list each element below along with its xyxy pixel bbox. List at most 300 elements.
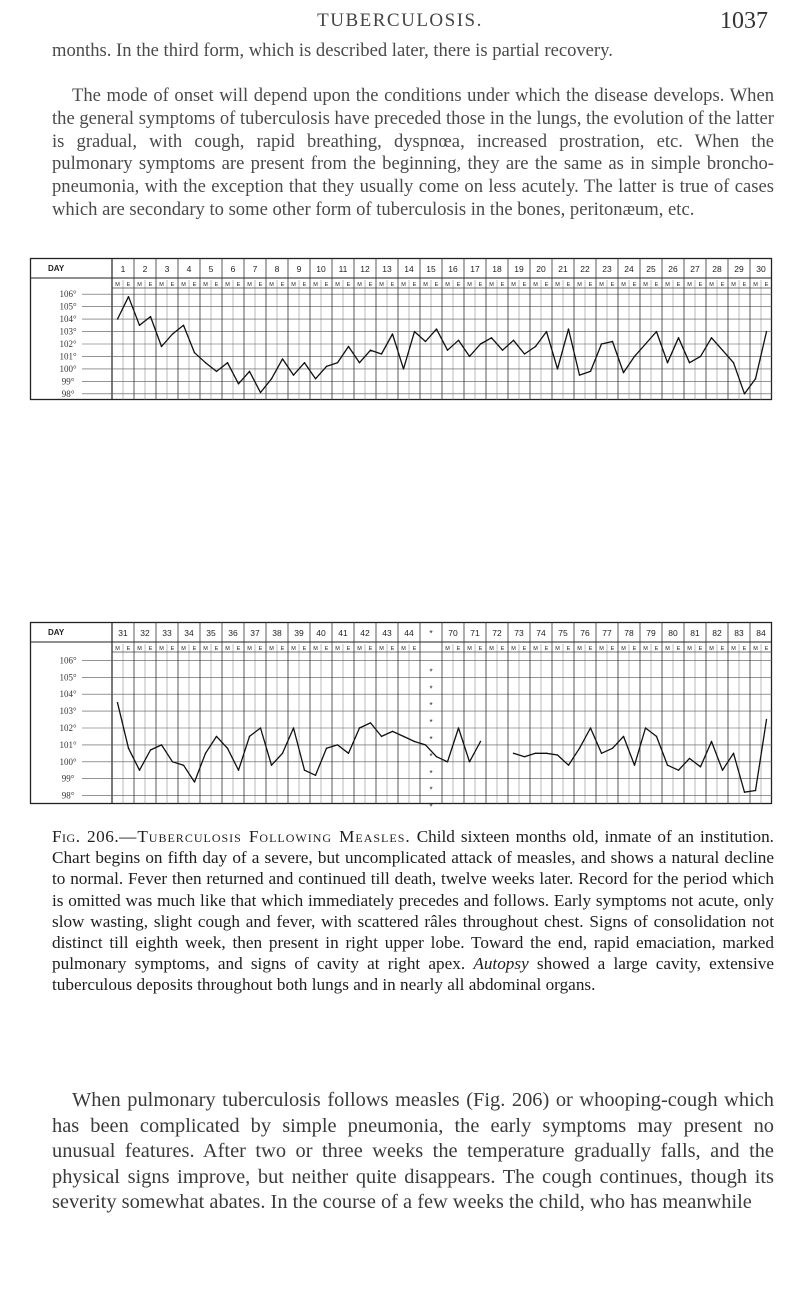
me-subcolumn-label: M xyxy=(577,282,582,288)
y-tick-label: 105° xyxy=(59,672,77,683)
temperature-point xyxy=(293,727,294,728)
day-label: 38 xyxy=(272,628,282,638)
day-label: 17 xyxy=(470,264,480,274)
y-tick-label: 104° xyxy=(59,314,77,325)
me-subcolumn-label: E xyxy=(698,646,703,652)
chart-svg-1 xyxy=(30,258,772,400)
me-subcolumn-label: E xyxy=(610,282,615,288)
me-subcolumn-label: M xyxy=(687,646,692,652)
me-subcolumn-label: M xyxy=(247,646,252,652)
temperature-point xyxy=(568,764,569,765)
me-subcolumn-label: M xyxy=(137,646,142,652)
me-subcolumn-label: E xyxy=(390,646,395,652)
me-subcolumn-label: M xyxy=(731,646,736,652)
me-subcolumn-label: M xyxy=(313,282,318,288)
me-subcolumn-label: E xyxy=(478,646,483,652)
me-subcolumn-label: E xyxy=(126,282,131,288)
temperature-point xyxy=(480,343,481,344)
day-label: 6 xyxy=(230,264,236,274)
me-subcolumn-label: E xyxy=(676,646,681,652)
temperature-point xyxy=(469,761,470,762)
temperature-point xyxy=(216,736,217,737)
me-subcolumn-label: E xyxy=(456,646,461,652)
me-subcolumn-label: E xyxy=(214,646,219,652)
me-subcolumn-label: M xyxy=(665,646,670,652)
me-subcolumn-label: E xyxy=(764,646,769,652)
temperature-point xyxy=(700,766,701,767)
temperature-point xyxy=(315,378,316,379)
temperature-point xyxy=(458,340,459,341)
temperature-point xyxy=(612,341,613,342)
me-subcolumn-label: M xyxy=(555,646,560,652)
me-subcolumn-label: M xyxy=(445,646,450,652)
day-label: 14 xyxy=(404,264,414,274)
me-subcolumn-label: M xyxy=(643,646,648,652)
me-subcolumn-label: M xyxy=(181,282,186,288)
me-subcolumn-label: M xyxy=(753,646,758,652)
temperature-point xyxy=(249,736,250,737)
temperature-point xyxy=(513,340,514,341)
temperature-point xyxy=(194,352,195,353)
intro-paragraph-1: months. In the third form, which is described later, there is partial recovery. xyxy=(52,40,613,61)
temperature-point xyxy=(238,770,239,771)
me-subcolumn-label: M xyxy=(621,282,626,288)
temperature-point xyxy=(744,393,745,394)
me-subcolumn-label: E xyxy=(588,282,593,288)
day-label: 10 xyxy=(316,264,326,274)
day-label: 23 xyxy=(602,264,612,274)
temperature-point xyxy=(425,744,426,745)
break-marker: * xyxy=(429,718,433,728)
day-label: 11 xyxy=(338,264,348,274)
me-subcolumn-label: M xyxy=(269,646,274,652)
temperature-point xyxy=(381,353,382,354)
me-subcolumn-label: E xyxy=(280,282,285,288)
y-tick-label: 98° xyxy=(61,388,75,399)
me-subcolumn-label: M xyxy=(445,282,450,288)
me-subcolumn-label: M xyxy=(533,646,538,652)
me-subcolumn-label: M xyxy=(665,282,670,288)
me-subcolumn-label: E xyxy=(742,282,747,288)
me-subcolumn-label: E xyxy=(126,646,131,652)
temperature-point xyxy=(733,753,734,754)
temperature-point xyxy=(436,756,437,757)
me-subcolumn-label: E xyxy=(720,282,725,288)
temperature-point xyxy=(205,753,206,754)
day-label: 29 xyxy=(734,264,744,274)
day-label: 37 xyxy=(250,628,260,638)
temperature-point xyxy=(359,727,360,728)
y-tick-label: 103° xyxy=(59,706,77,717)
temperature-point xyxy=(150,316,151,317)
me-subcolumn-label: E xyxy=(258,646,263,652)
me-subcolumn-label: M xyxy=(511,646,516,652)
me-subcolumn-label: E xyxy=(544,282,549,288)
temperature-point xyxy=(128,748,129,749)
me-subcolumn-label: E xyxy=(324,646,329,652)
temperature-point xyxy=(392,333,393,334)
me-subcolumn-label: M xyxy=(467,646,472,652)
temperature-point xyxy=(568,328,569,329)
day-label: 2 xyxy=(142,264,148,274)
me-subcolumn-label: M xyxy=(599,282,604,288)
me-subcolumn-label: M xyxy=(247,282,252,288)
me-subcolumn-label: E xyxy=(654,646,659,652)
me-subcolumn-label: M xyxy=(753,282,758,288)
me-subcolumn-label: E xyxy=(588,646,593,652)
me-subcolumn-label: E xyxy=(412,282,417,288)
day-label: 71 xyxy=(470,628,480,638)
temperature-point xyxy=(282,753,283,754)
temperature-point xyxy=(315,775,316,776)
day-label: 77 xyxy=(602,628,612,638)
y-tick-label: 105° xyxy=(59,301,77,312)
break-marker: * xyxy=(429,701,433,711)
me-subcolumn-label: M xyxy=(709,646,714,652)
temperature-chart-days-1-30 xyxy=(30,258,772,400)
temperature-point xyxy=(689,758,690,759)
temperature-point xyxy=(337,362,338,363)
temperature-point xyxy=(128,296,129,297)
me-subcolumn-label: M xyxy=(269,282,274,288)
me-subcolumn-label: M xyxy=(555,282,560,288)
y-tick-label: 98° xyxy=(61,790,75,801)
temperature-point xyxy=(326,748,327,749)
me-subcolumn-label: E xyxy=(566,282,571,288)
day-row-label: DAY xyxy=(48,264,65,273)
temperature-point xyxy=(293,374,294,375)
me-subcolumn-label: M xyxy=(533,282,538,288)
figure-caption xyxy=(52,826,774,996)
temperature-point xyxy=(227,748,228,749)
temperature-point xyxy=(161,346,162,347)
day-label: 40 xyxy=(316,628,326,638)
me-subcolumn-label: M xyxy=(159,646,164,652)
temperature-point xyxy=(249,371,250,372)
break-marker: * xyxy=(429,785,433,795)
temperature-point xyxy=(436,328,437,329)
me-subcolumn-label: E xyxy=(170,282,175,288)
temperature-point xyxy=(590,371,591,372)
figure-label: Fig. 206. xyxy=(52,827,120,846)
me-subcolumn-label: M xyxy=(291,646,296,652)
day-label: 44 xyxy=(404,628,414,638)
temperature-point xyxy=(359,362,360,363)
me-subcolumn-label: E xyxy=(632,646,637,652)
day-label: 79 xyxy=(646,628,656,638)
y-tick-label: 106° xyxy=(59,655,77,666)
temperature-point xyxy=(458,727,459,728)
temperature-point xyxy=(150,749,151,750)
me-subcolumn-label: M xyxy=(203,282,208,288)
temperature-point xyxy=(601,753,602,754)
temperature-point xyxy=(227,362,228,363)
day-row-label: DAY xyxy=(48,628,65,637)
y-tick-label: 101° xyxy=(59,739,77,750)
temperature-point xyxy=(183,325,184,326)
y-tick-label: 103° xyxy=(59,326,77,337)
day-label: 5 xyxy=(208,264,214,274)
day-label: 7 xyxy=(252,264,258,274)
temperature-point xyxy=(755,790,756,791)
temperature-point xyxy=(260,392,261,393)
temperature-point xyxy=(381,736,382,737)
me-subcolumn-label: E xyxy=(148,646,153,652)
temperature-point xyxy=(392,731,393,732)
me-subcolumn-label: E xyxy=(192,282,197,288)
day-label: 28 xyxy=(712,264,722,274)
day-label: 82 xyxy=(712,628,722,638)
day-label: 18 xyxy=(492,264,502,274)
temperature-point xyxy=(238,383,239,384)
me-subcolumn-label: M xyxy=(225,646,230,652)
day-label: 20 xyxy=(536,264,546,274)
me-subcolumn-label: M xyxy=(511,282,516,288)
temperature-point xyxy=(546,331,547,332)
temperature-point xyxy=(524,756,525,757)
temperature-point xyxy=(469,356,470,357)
temperature-point xyxy=(623,372,624,373)
me-subcolumn-label: M xyxy=(577,646,582,652)
me-subcolumn-label: M xyxy=(379,282,384,288)
me-subcolumn-label: E xyxy=(192,646,197,652)
me-subcolumn-label: E xyxy=(610,646,615,652)
day-label: 72 xyxy=(492,628,502,638)
temperature-point xyxy=(172,333,173,334)
day-label: 35 xyxy=(206,628,216,638)
me-subcolumn-label: E xyxy=(148,282,153,288)
temperature-point xyxy=(414,331,415,332)
me-subcolumn-label: E xyxy=(632,282,637,288)
temperature-point xyxy=(139,325,140,326)
temperature-point xyxy=(260,727,261,728)
page-number: 1037 xyxy=(720,8,768,34)
temperature-point xyxy=(161,744,162,745)
temperature-point xyxy=(656,736,657,737)
temperature-point xyxy=(139,770,140,771)
me-subcolumn-label: E xyxy=(368,282,373,288)
temperature-chart-days-31-84 xyxy=(30,622,772,812)
day-label: 3 xyxy=(164,264,170,274)
temperature-point xyxy=(667,362,668,363)
day-label: 25 xyxy=(646,264,656,274)
intro-paragraph-2: The mode of onset will depend upon the conditions under which the disease develops. When the general symptoms of tuberculosis have preceded those in the lungs, the evolution of the latter is gradual, with cough, rapid breathing, dyspnœa, increased prostration, etc. When the pulmonary symptoms are present from the beginning, they are the same as in simple broncho-pneumonia, with the exception that they usually come on less acutely. The latter is true of cases which are secondary to some other form of tuberculosis in the bones, peritonæum, etc. xyxy=(52,85,774,220)
temperature-point xyxy=(711,741,712,742)
temperature-point xyxy=(447,761,448,762)
day-label: 81 xyxy=(690,628,700,638)
temperature-point xyxy=(634,764,635,765)
temperature-point xyxy=(370,350,371,351)
temperature-point xyxy=(370,722,371,723)
day-label: 30 xyxy=(756,264,766,274)
day-label: * xyxy=(429,628,433,638)
autopsy-label: Autopsy xyxy=(473,954,529,974)
me-subcolumn-label: M xyxy=(709,282,714,288)
me-subcolumn-label: E xyxy=(346,646,351,652)
caption-text-2: showed a large cavity, extensive tuberculous deposits throughout both lungs and in nearly all abdominal organs. xyxy=(52,954,774,995)
break-marker: * xyxy=(429,667,433,677)
figure-title: —Tuberculosis Following Measles. xyxy=(119,827,411,846)
day-label: 8 xyxy=(274,264,280,274)
me-subcolumn-label: M xyxy=(137,282,142,288)
chart-0-group xyxy=(30,258,772,400)
me-subcolumn-label: E xyxy=(302,282,307,288)
day-label: 24 xyxy=(624,264,634,274)
me-subcolumn-label: M xyxy=(731,282,736,288)
day-label: 15 xyxy=(426,264,436,274)
day-label: 39 xyxy=(294,628,304,638)
me-subcolumn-label: E xyxy=(544,646,549,652)
temperature-point xyxy=(117,318,118,319)
running-title: TUBERCULOSIS. xyxy=(317,10,483,31)
me-subcolumn-label: E xyxy=(500,646,505,652)
temperature-point xyxy=(216,371,217,372)
day-label: 4 xyxy=(186,264,192,274)
temperature-point xyxy=(491,337,492,338)
day-label: 21 xyxy=(558,264,568,274)
me-subcolumn-label: M xyxy=(687,282,692,288)
me-subcolumn-label: E xyxy=(478,282,483,288)
temperature-point xyxy=(678,770,679,771)
me-subcolumn-label: E xyxy=(522,282,527,288)
me-subcolumn-label: E xyxy=(368,646,373,652)
temperature-point xyxy=(689,362,690,363)
temperature-point xyxy=(535,346,536,347)
temperature-point xyxy=(326,366,327,367)
temperature-point xyxy=(502,350,503,351)
temperature-point xyxy=(755,378,756,379)
me-subcolumn-label: M xyxy=(489,282,494,288)
me-subcolumn-label: M xyxy=(181,646,186,652)
me-subcolumn-label: E xyxy=(522,646,527,652)
me-subcolumn-label: E xyxy=(390,282,395,288)
break-marker: * xyxy=(429,735,433,744)
day-label: 80 xyxy=(668,628,678,638)
y-tick-label: 99° xyxy=(61,376,75,387)
temperature-point xyxy=(667,764,668,765)
caption-text-1: Child sixteen months old, inmate of an institution. Chart begins on fifth day of a severe, but uncomplicated attack of measles, and shows a natural decline to normal. Fever then returned and continued till death, twelve weeks later. Record for the period which is omitted was much like that which immediately precedes and follows. Early symptoms not acute, only slow wasting, slight cough and fever, with scattered râles throughout chest. Signs of consolidation not distinct till eighth week, then present in right upper lobe. Toward the end, rapid emaciation, marked pulmonary symptoms, and signs of cavity at right apex. xyxy=(52,827,774,974)
day-label: 26 xyxy=(668,264,678,274)
me-subcolumn-label: M xyxy=(423,282,428,288)
break-marker: * xyxy=(429,802,433,812)
me-subcolumn-label: M xyxy=(489,646,494,652)
temperature-point xyxy=(744,791,745,792)
me-subcolumn-label: M xyxy=(313,646,318,652)
me-subcolumn-label: E xyxy=(500,282,505,288)
temperature-point xyxy=(711,337,712,338)
day-label: 83 xyxy=(734,628,744,638)
break-marker: * xyxy=(429,751,433,761)
temperature-point xyxy=(612,748,613,749)
temperature-point xyxy=(513,753,514,754)
page-header xyxy=(0,8,800,38)
day-label: 36 xyxy=(228,628,238,638)
temperature-point xyxy=(601,343,602,344)
me-subcolumn-label: M xyxy=(401,646,406,652)
me-subcolumn-label: E xyxy=(280,646,285,652)
me-subcolumn-label: M xyxy=(335,646,340,652)
temperature-point xyxy=(403,368,404,369)
temperature-point xyxy=(348,753,349,754)
me-subcolumn-label: E xyxy=(236,282,241,288)
me-subcolumn-label: E xyxy=(654,282,659,288)
chart-svg-2 xyxy=(30,622,772,812)
day-label: 76 xyxy=(580,628,590,638)
temperature-point xyxy=(414,741,415,742)
y-tick-label: 100° xyxy=(59,363,77,374)
day-label: 9 xyxy=(296,264,302,274)
day-label: 27 xyxy=(690,264,700,274)
me-subcolumn-label: M xyxy=(225,282,230,288)
chart-frame xyxy=(31,259,772,400)
day-label: 41 xyxy=(338,628,348,638)
me-subcolumn-label: E xyxy=(676,282,681,288)
me-subcolumn-label: M xyxy=(159,282,164,288)
day-label: 16 xyxy=(448,264,458,274)
y-tick-label: 104° xyxy=(59,689,77,700)
temperature-point xyxy=(645,343,646,344)
day-label: 74 xyxy=(536,628,546,638)
temperature-point xyxy=(480,741,481,742)
me-subcolumn-label: E xyxy=(346,282,351,288)
temperature-point xyxy=(205,362,206,363)
temperature-point xyxy=(194,781,195,782)
temperature-point xyxy=(722,350,723,351)
y-tick-label: 102° xyxy=(59,339,77,349)
me-subcolumn-label: M xyxy=(115,646,120,652)
temperature-point xyxy=(271,378,272,379)
me-subcolumn-label: M xyxy=(401,282,406,288)
temperature-point xyxy=(304,770,305,771)
me-subcolumn-label: M xyxy=(357,282,362,288)
temperature-point xyxy=(634,356,635,357)
day-label: 73 xyxy=(514,628,524,638)
me-subcolumn-label: M xyxy=(467,282,472,288)
temperature-point xyxy=(766,331,767,332)
day-label: 34 xyxy=(184,628,194,638)
temperature-point xyxy=(183,764,184,765)
body-paragraph: When pulmonary tuberculosis follows measles (Fig. 206) or whooping-cough which has been complicated by simple pneumonia, the early symptoms may present no unusual features. After two or three weeks the temperature gradually falls, and the physical signs improve, but neither quite disappears. The cough continues, though its severity somewhat abates. In the course of a few weeks the child, who has meanwhile xyxy=(52,1089,774,1214)
temperature-point xyxy=(700,356,701,357)
temperature-point xyxy=(722,770,723,771)
temperature-point xyxy=(557,368,558,369)
day-label: 84 xyxy=(756,628,766,638)
me-subcolumn-label: E xyxy=(566,646,571,652)
temperature-point xyxy=(271,764,272,765)
me-subcolumn-label: E xyxy=(302,646,307,652)
me-subcolumn-label: E xyxy=(412,646,417,652)
temperature-point xyxy=(425,341,426,342)
temperature-point xyxy=(766,719,767,720)
me-subcolumn-label: E xyxy=(170,646,175,652)
y-tick-label: 106° xyxy=(59,289,77,300)
day-label: 31 xyxy=(118,628,128,638)
day-label: 13 xyxy=(382,264,392,274)
temperature-point xyxy=(403,736,404,737)
temperature-point xyxy=(557,754,558,755)
day-label: 70 xyxy=(448,628,458,638)
break-marker: * xyxy=(429,768,433,778)
temperature-point xyxy=(524,353,525,354)
me-subcolumn-label: M xyxy=(621,646,626,652)
me-subcolumn-label: M xyxy=(599,646,604,652)
y-tick-label: 99° xyxy=(61,773,75,784)
day-label: 1 xyxy=(120,264,126,274)
me-subcolumn-label: E xyxy=(258,282,263,288)
temperature-point xyxy=(546,753,547,754)
me-subcolumn-label: E xyxy=(324,282,329,288)
temperature-point xyxy=(117,702,118,703)
